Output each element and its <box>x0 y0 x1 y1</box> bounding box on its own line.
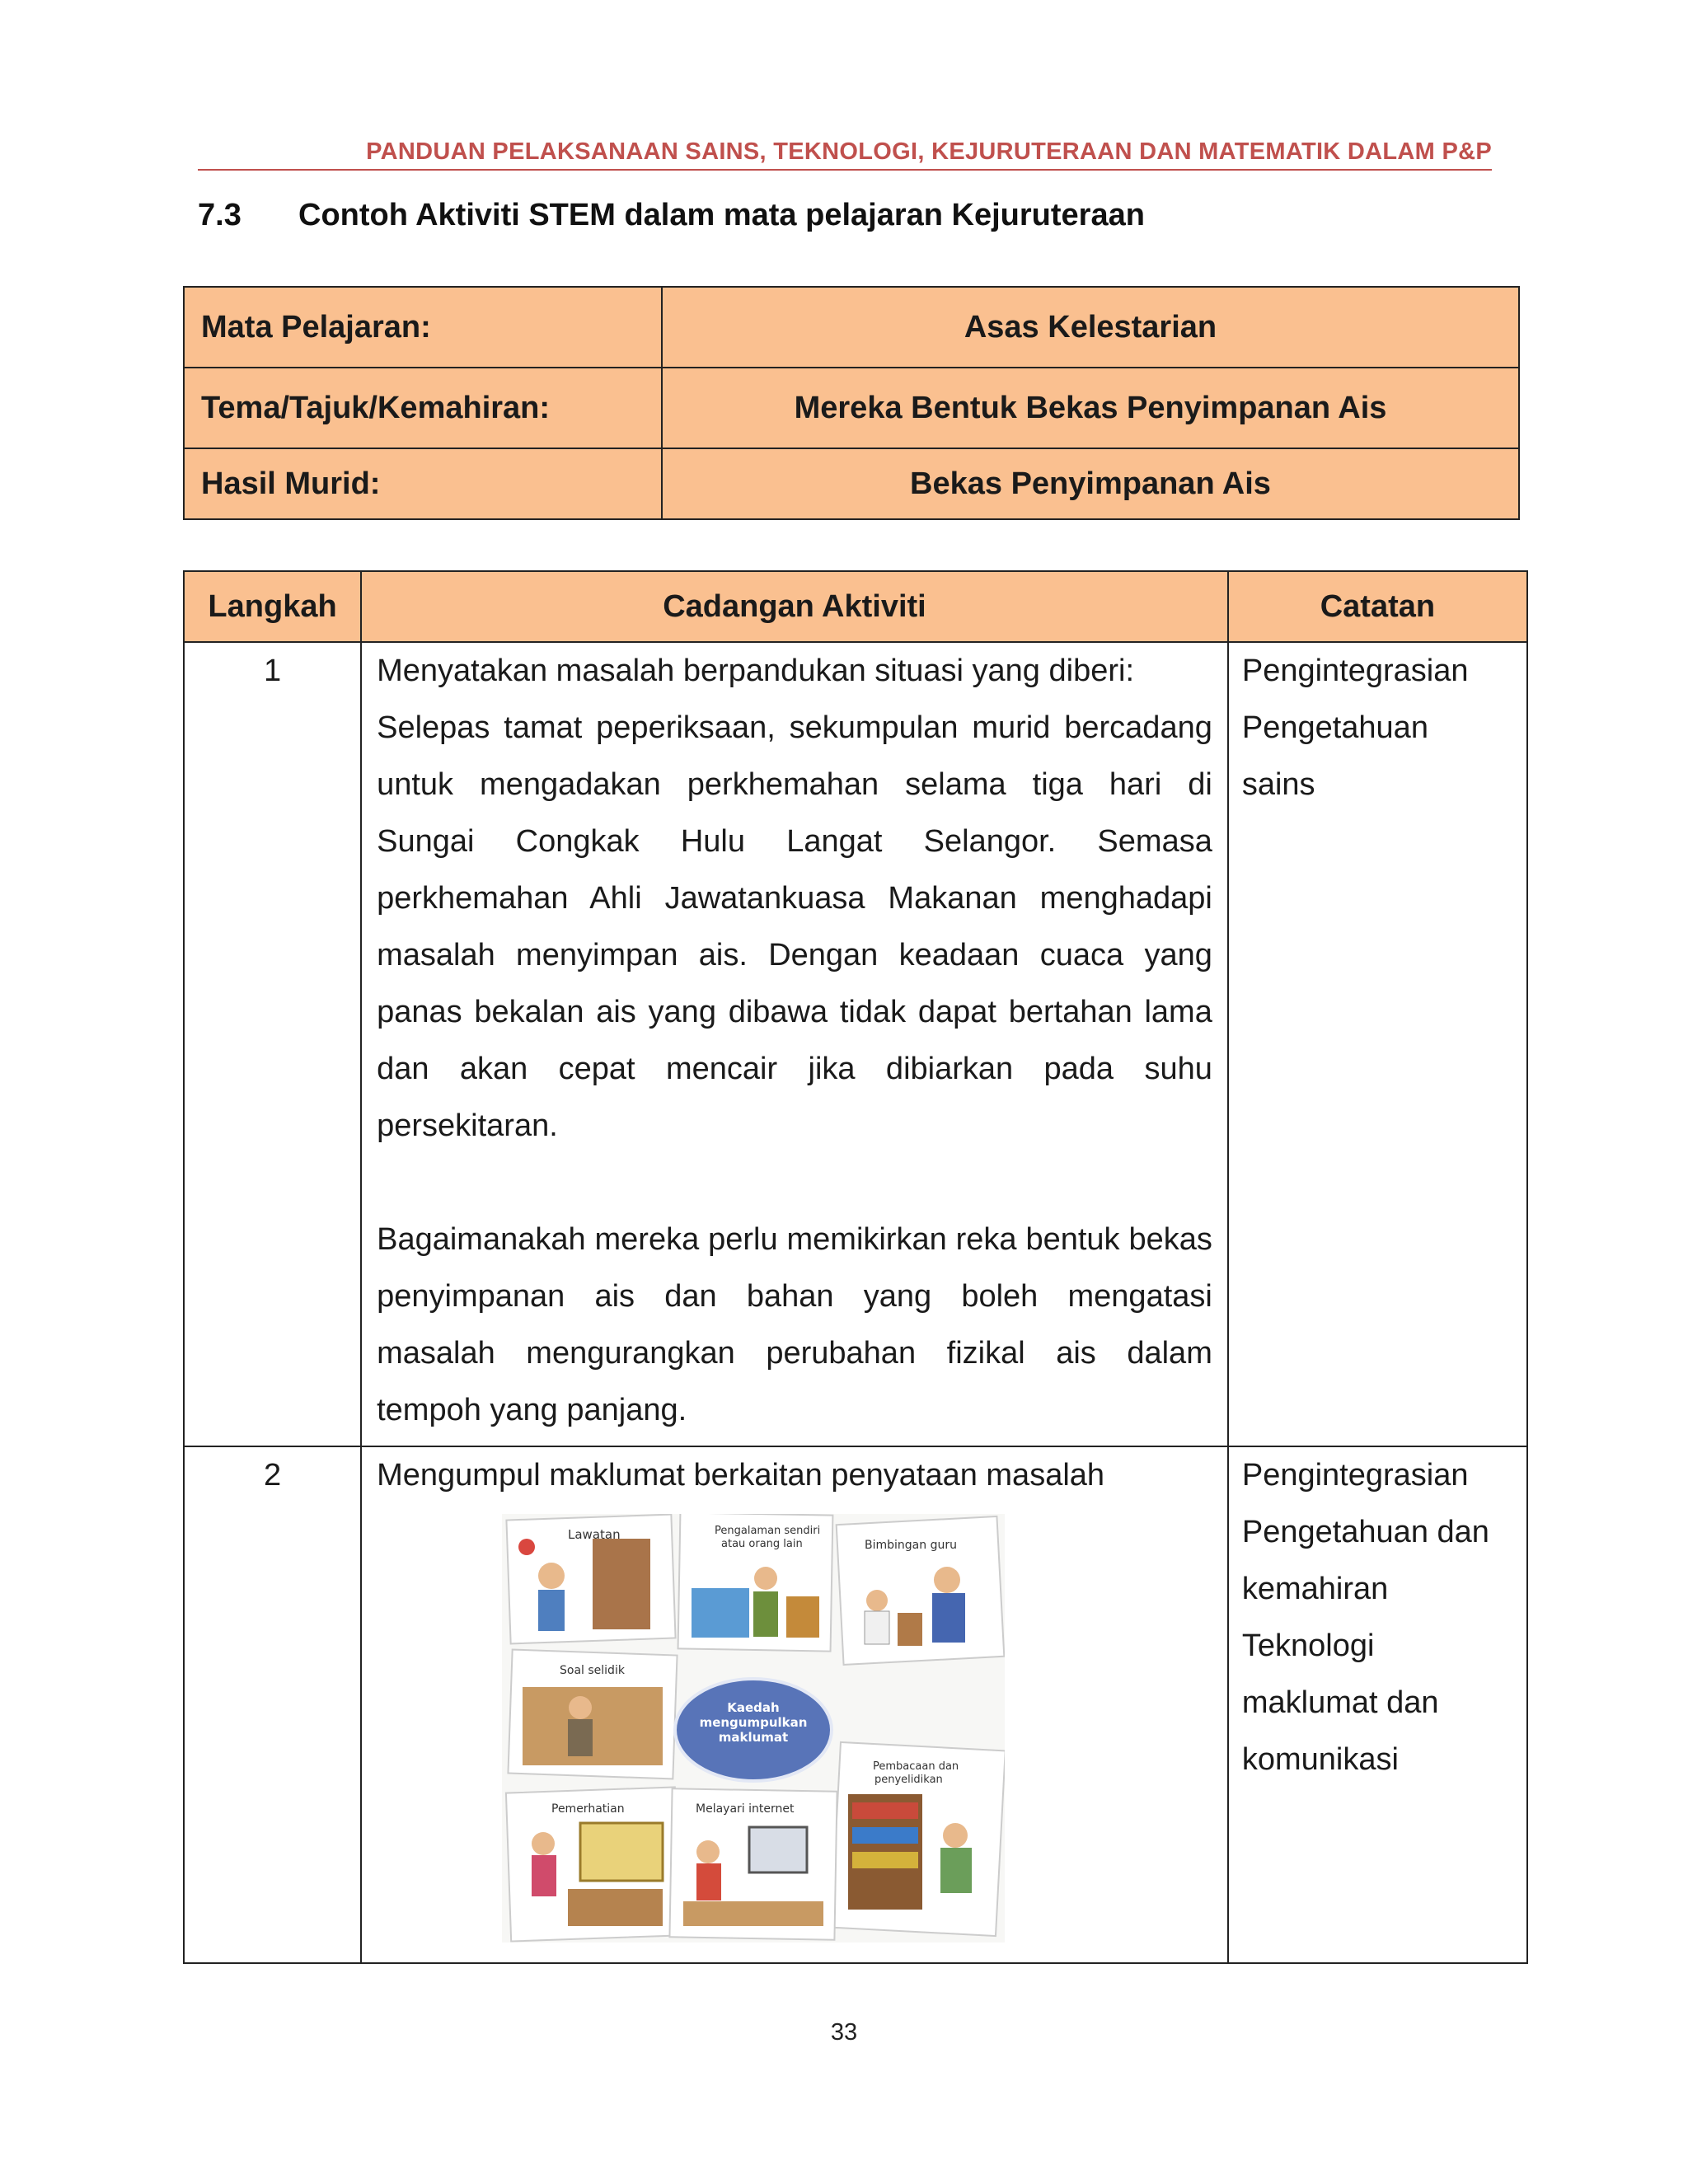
information-gathering-illustration <box>502 1514 1005 1943</box>
center-label: Kaedah <box>727 1700 780 1715</box>
center-label: mengumpulkan <box>699 1715 808 1730</box>
info-row-theme <box>184 368 1519 448</box>
step-number: 1 <box>184 642 361 1446</box>
panel-survey <box>509 1650 678 1779</box>
table-row <box>184 642 1527 1446</box>
note-line: Teknologi <box>1241 1629 1375 1663</box>
panel-teacher-guidance <box>837 1516 1005 1665</box>
info-value: Mereka Bentuk Bekas Penyimpanan Ais <box>662 368 1519 448</box>
info-key: Mata Pelajaran: <box>184 287 662 368</box>
activity-intro: Mengumpul maklumat berkaitan penyataan masalah <box>377 1458 1105 1493</box>
panel-label: Pemerhatian <box>551 1802 625 1816</box>
note-cell <box>1228 642 1527 1446</box>
panel-experience <box>678 1514 833 1652</box>
column-header-note: Catatan <box>1228 571 1527 642</box>
subject-info-table <box>183 286 1520 520</box>
info-row-subject <box>184 287 1519 368</box>
activity-question: Bagaimanakah mereka perlu memikirkan reka bentuk bekas penyimpanan ais dan bahan yang boleh mengatasi masalah mengurangkan perubahan fizikal ais dalam tempoh yang panjang. <box>377 1222 1212 1427</box>
panel-label: Lawatan <box>568 1527 621 1542</box>
panel-reading-research <box>831 1742 1005 1936</box>
section-number: 7.3 <box>198 198 241 232</box>
info-key: Hasil Murid: <box>184 448 662 519</box>
activity-situation: Selepas tamat peperiksaan, sekumpulan murid bercadang untuk mengadakan perkhemahan selama tiga hari di Sungai Congkak Hulu Langat Selangor. Semasa perkhemahan Ahli Jawatankuasa Makanan menghadapi masalah menyimpan ais. Dengan keadaan cuaca yang panas bekalan ais yang dibawa tidak dapat bertahan lama dan akan cepat mencair jika dibiarkan pada suhu persekitaran. <box>377 710 1212 1143</box>
panel-visit <box>507 1515 676 1644</box>
running-header: PANDUAN PELAKSANAAN SAINS, TEKNOLOGI, KEJURUTERAAN DAN MATEMATIK DALAM P&P <box>198 138 1492 171</box>
activity-cell <box>361 1446 1228 1963</box>
panel-label: Melayari internet <box>696 1802 795 1816</box>
note-cell <box>1228 1446 1527 1963</box>
panel-label: penyelidikan <box>874 1774 943 1786</box>
panel-label: atau orang lain <box>721 1538 803 1550</box>
info-value: Asas Kelestarian <box>662 287 1519 368</box>
note-line: Pengintegrasian <box>1241 1458 1469 1493</box>
table-row <box>184 1446 1527 1963</box>
note-line: kemahiran <box>1241 1572 1389 1606</box>
center-label: maklumat <box>718 1730 789 1745</box>
center-bubble <box>675 1679 832 1781</box>
note-line: Pengetahuan <box>1241 710 1428 745</box>
activity-header-row <box>184 571 1527 642</box>
info-key: Tema/Tajuk/Kemahiran: <box>184 368 662 448</box>
note-line: Pengintegrasian <box>1241 654 1469 688</box>
panel-label: Soal selidik <box>560 1664 626 1677</box>
page-number: 33 <box>830 2019 858 2046</box>
panel-label: Pembacaan dan <box>873 1760 959 1773</box>
note-line: Pengetahuan dan <box>1241 1515 1489 1549</box>
info-value: Bekas Penyimpanan Ais <box>662 448 1519 519</box>
panel-internet <box>670 1788 837 1939</box>
panel-label: Bimbingan guru <box>865 1539 958 1552</box>
activity-table <box>183 570 1528 1964</box>
note-line: maklumat dan <box>1241 1685 1439 1720</box>
section-title <box>198 198 1145 233</box>
activity-intro: Menyatakan masalah berpandukan situasi yang diberi: <box>377 654 1134 688</box>
section-title-text: Contoh Aktiviti STEM dalam mata pelajaran Kejuruteraan <box>298 198 1145 232</box>
activity-cell <box>361 642 1228 1446</box>
note-line: sains <box>1241 767 1315 802</box>
panel-observation <box>506 1787 680 1941</box>
info-row-outcome <box>184 448 1519 519</box>
note-line: komunikasi <box>1241 1742 1399 1777</box>
column-header-activity: Cadangan Aktiviti <box>361 571 1228 642</box>
panel-label: Pengalaman sendiri <box>715 1525 821 1537</box>
step-number: 2 <box>184 1446 361 1963</box>
column-header-step: Langkah <box>184 571 361 642</box>
